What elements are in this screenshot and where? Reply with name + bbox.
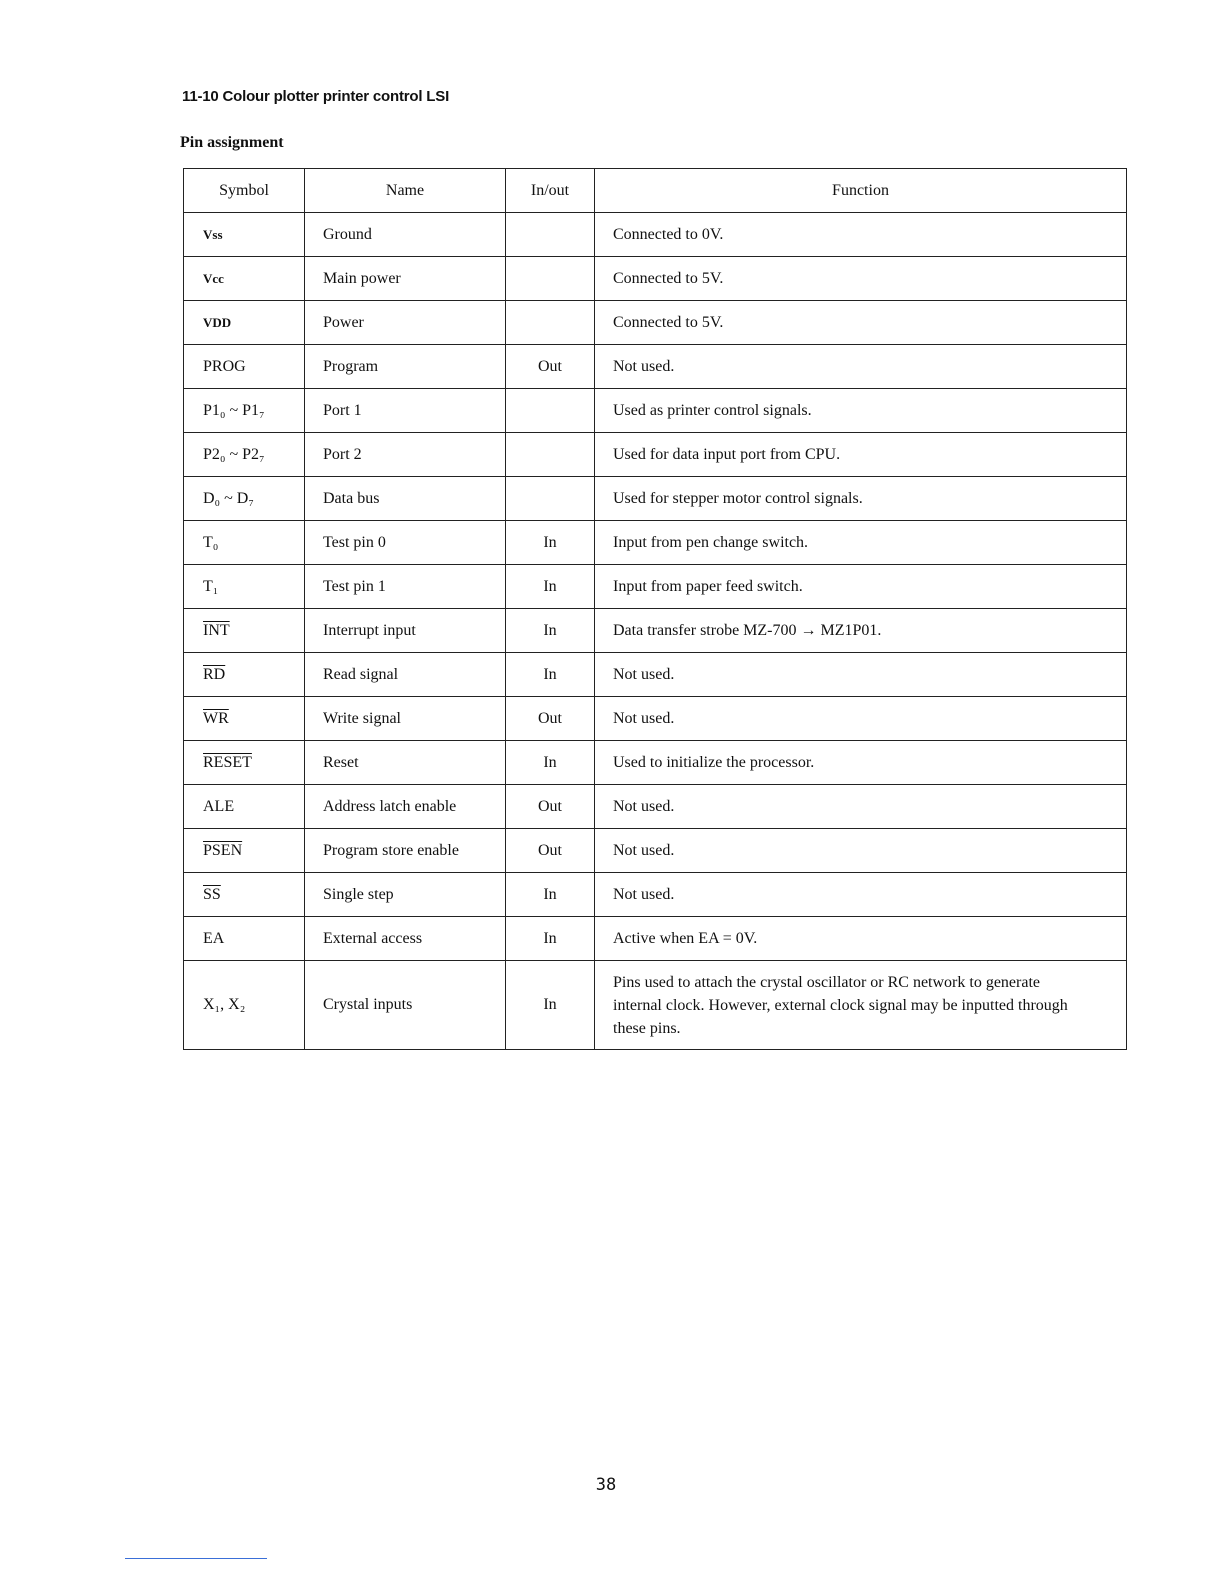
pin-symbol: P2₀ ~ P2₇ bbox=[184, 433, 305, 477]
pin-symbol bbox=[184, 697, 305, 741]
pin-assignment-table bbox=[183, 168, 1127, 1050]
pin-name: Ground bbox=[305, 213, 506, 257]
table-row bbox=[184, 917, 1127, 961]
pin-function: Input from pen change switch. bbox=[595, 521, 1127, 565]
table-row bbox=[184, 213, 1127, 257]
pin-symbol: ALE bbox=[184, 785, 305, 829]
pin-in-out bbox=[506, 213, 595, 257]
pin-symbol bbox=[184, 257, 305, 301]
pin-in-out: In bbox=[506, 873, 595, 917]
pin-name: Port 2 bbox=[305, 433, 506, 477]
pin-symbol bbox=[184, 829, 305, 873]
pin-in-out bbox=[506, 389, 595, 433]
pin-in-out: In bbox=[506, 917, 595, 961]
pin-in-out: In bbox=[506, 609, 595, 653]
pin-function: Pins used to attach the crystal oscillator or RC network to generate internal clock. However, external clock signal may be inputted through these pins. bbox=[595, 961, 1127, 1050]
pin-name: Data bus bbox=[305, 477, 506, 521]
pin-symbol bbox=[184, 609, 305, 653]
pin-function: Used as printer control signals. bbox=[595, 389, 1127, 433]
table-row bbox=[184, 301, 1127, 345]
pin-symbol-text: RESET bbox=[203, 753, 252, 771]
pin-name: Interrupt input bbox=[305, 609, 506, 653]
pin-symbol: P1₀ ~ P1₇ bbox=[184, 389, 305, 433]
table-row bbox=[184, 477, 1127, 521]
pin-name: Test pin 0 bbox=[305, 521, 506, 565]
pin-in-out: In bbox=[506, 741, 595, 785]
pin-function: Not used. bbox=[595, 697, 1127, 741]
pin-symbol-text: $\overline{WR}$ bbox=[203, 709, 229, 727]
pin-symbol bbox=[184, 653, 305, 697]
table-row bbox=[184, 961, 1127, 1050]
pin-name: Test pin 1 bbox=[305, 565, 506, 609]
pin-in-out bbox=[506, 433, 595, 477]
pin-function: Not used. bbox=[595, 345, 1127, 389]
pin-in-out: Out bbox=[506, 785, 595, 829]
pin-in-out: In bbox=[506, 521, 595, 565]
pin-in-out bbox=[506, 257, 595, 301]
pin-in-out: Out bbox=[506, 345, 595, 389]
pin-symbol bbox=[184, 741, 305, 785]
pin-function: Not used. bbox=[595, 653, 1127, 697]
pin-function: Connected to 0V. bbox=[595, 213, 1127, 257]
pin-name: External access bbox=[305, 917, 506, 961]
pin-name: Program store enable bbox=[305, 829, 506, 873]
pin-name: Crystal inputs bbox=[305, 961, 506, 1050]
pin-symbol-text: $\overline{RD}$ bbox=[203, 665, 226, 683]
pin-function: Used for stepper motor control signals. bbox=[595, 477, 1127, 521]
pin-name: Read signal bbox=[305, 653, 506, 697]
pin-in-out bbox=[506, 477, 595, 521]
pin-in-out: In bbox=[506, 565, 595, 609]
header-in-out: In/out bbox=[506, 169, 595, 213]
pin-in-out: In bbox=[506, 961, 595, 1050]
pin-function: Input from paper feed switch. bbox=[595, 565, 1127, 609]
pin-in-out: In bbox=[506, 653, 595, 697]
pin-symbol bbox=[184, 873, 305, 917]
table-row bbox=[184, 873, 1127, 917]
pin-function: Connected to 5V. bbox=[595, 257, 1127, 301]
pin-in-out bbox=[506, 301, 595, 345]
section-title: 11-10 Colour plotter printer control LSI bbox=[182, 88, 450, 105]
table-row bbox=[184, 521, 1127, 565]
pin-symbol-text: Vcc bbox=[203, 270, 224, 286]
pin-function: Used to initialize the processor. bbox=[595, 741, 1127, 785]
table-row bbox=[184, 653, 1127, 697]
pin-symbol: T₀ bbox=[184, 521, 305, 565]
table-row bbox=[184, 345, 1127, 389]
pin-name: Single step bbox=[305, 873, 506, 917]
table-row bbox=[184, 389, 1127, 433]
table-row bbox=[184, 829, 1127, 873]
pin-symbol-text: Vss bbox=[203, 226, 223, 242]
pin-in-out: Out bbox=[506, 829, 595, 873]
pin-name: Power bbox=[305, 301, 506, 345]
table-row bbox=[184, 257, 1127, 301]
pin-symbol-text: PSEN bbox=[203, 841, 243, 859]
table-row bbox=[184, 565, 1127, 609]
pin-name: Reset bbox=[305, 741, 506, 785]
pin-symbol: T₁ bbox=[184, 565, 305, 609]
pin-symbol bbox=[184, 301, 305, 345]
table-row bbox=[184, 433, 1127, 477]
pin-symbol: PROG bbox=[184, 345, 305, 389]
pin-symbol-text: VDD bbox=[203, 314, 232, 330]
pin-symbol: X₁, X₂ bbox=[184, 961, 305, 1050]
pin-name: Address latch enable bbox=[305, 785, 506, 829]
pin-symbol-text: $\overline{SS}$ bbox=[203, 885, 221, 903]
footer-rule bbox=[125, 1558, 267, 1559]
header-function: Function bbox=[595, 169, 1127, 213]
pin-name: Program bbox=[305, 345, 506, 389]
pin-function: Not used. bbox=[595, 873, 1127, 917]
pin-name: Port 1 bbox=[305, 389, 506, 433]
table-row bbox=[184, 741, 1127, 785]
header-symbol: Symbol bbox=[184, 169, 305, 213]
header-name: Name bbox=[305, 169, 506, 213]
table-row bbox=[184, 609, 1127, 653]
pin-symbol: D₀ ~ D₇ bbox=[184, 477, 305, 521]
pin-name: Write signal bbox=[305, 697, 506, 741]
pin-in-out: Out bbox=[506, 697, 595, 741]
pin-name: Main power bbox=[305, 257, 506, 301]
pin-function: Not used. bbox=[595, 829, 1127, 873]
table-header-row bbox=[184, 169, 1127, 213]
pin-function: Not used. bbox=[595, 785, 1127, 829]
pin-function: Used for data input port from CPU. bbox=[595, 433, 1127, 477]
pin-symbol bbox=[184, 213, 305, 257]
pin-symbol: EA bbox=[184, 917, 305, 961]
table-row bbox=[184, 785, 1127, 829]
pin-assignment-heading: Pin assignment bbox=[180, 134, 284, 151]
page-number: 38 bbox=[595, 1475, 617, 1495]
table-row bbox=[184, 697, 1127, 741]
pin-function: Connected to 5V. bbox=[595, 301, 1127, 345]
pin-symbol-text: $\overline{INT}$ bbox=[203, 621, 230, 639]
pin-function: Data transfer strobe MZ-700 → MZ1P01. bbox=[595, 609, 1127, 653]
pin-function: Active when EA = 0V. bbox=[595, 917, 1127, 961]
